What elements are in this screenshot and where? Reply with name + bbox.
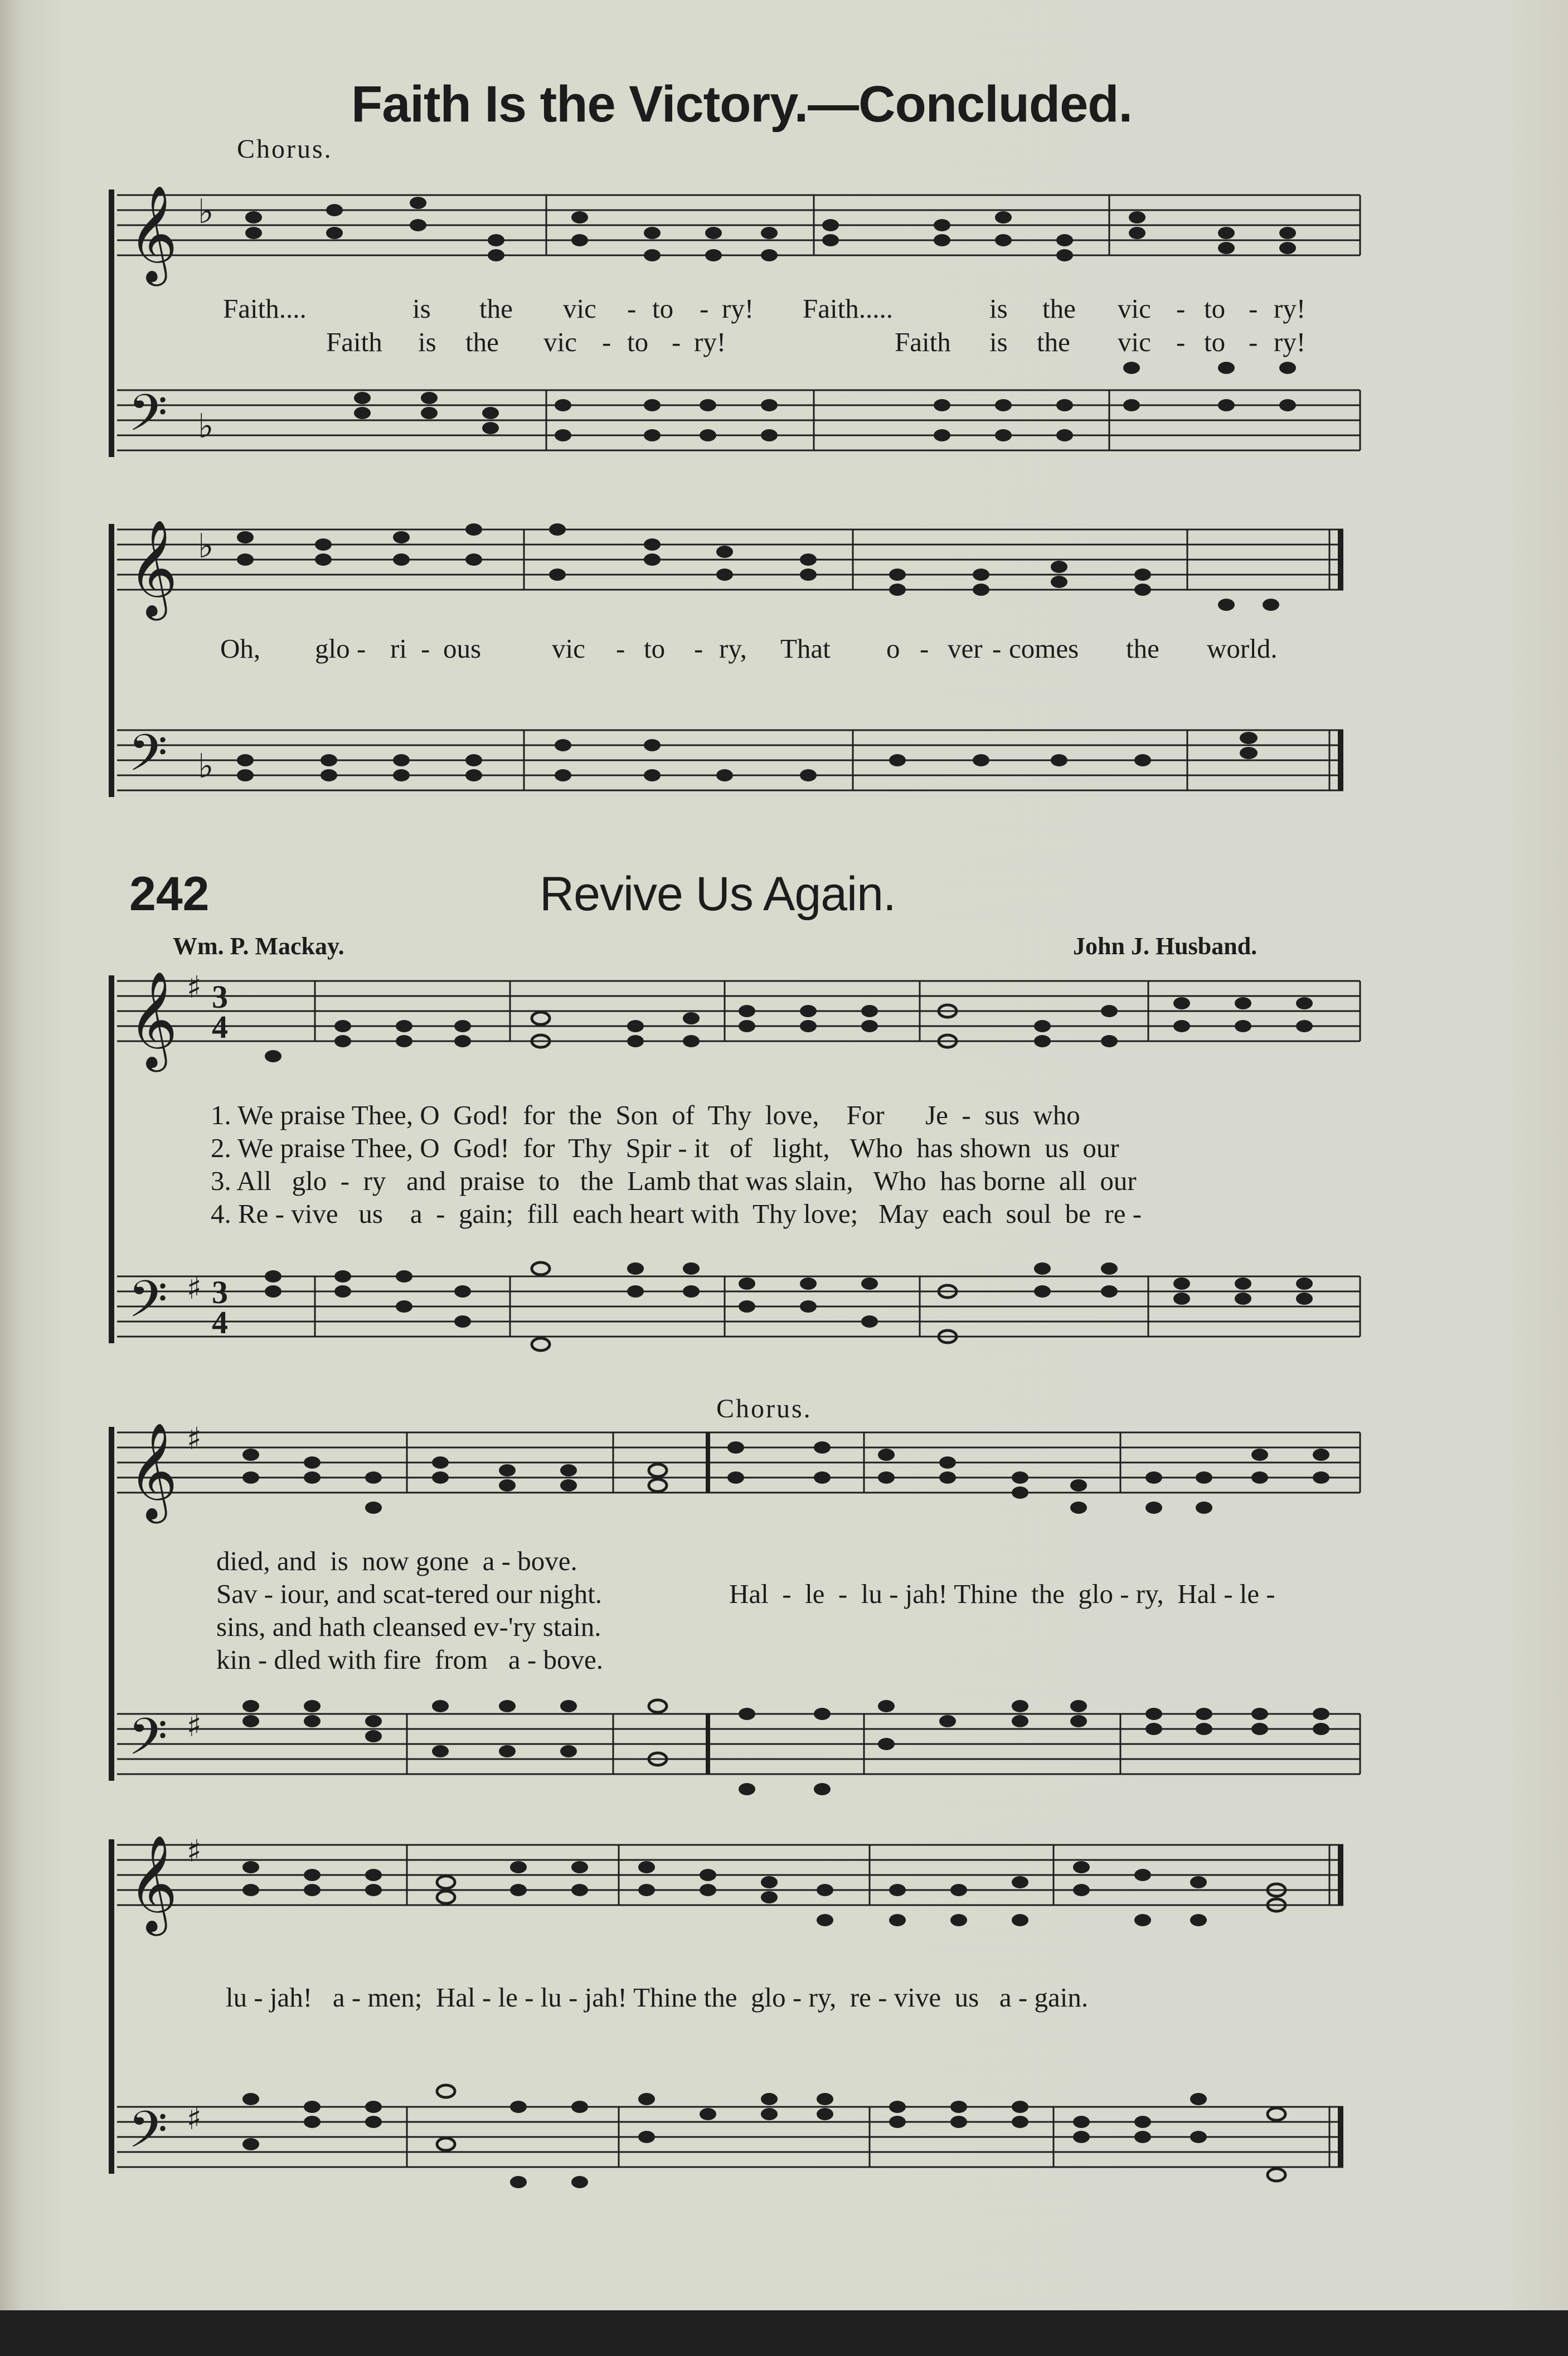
scan-bottom-edge bbox=[0, 2310, 1568, 2356]
hymnal-page: Faith Is the Victory.—Concluded. Chorus. 𝄞 𝄢 ♭ ♭ Faith.... is the vic - to - ry! Faith..... is the vic - to - ry! Faith is the vic - to - ry! Faith is the vic - to - ry! 𝄞 𝄢 ♭ ♭ Oh, glo - ri - ous vic - to - ry, That o - ver - comes the world. 242 Revive Us Again. Wm. P. Mackay. John J. Husband. 𝄞 𝄢 ♯ ♯ 3 4 3 4 1. We praise Thee, O God! for the Son of Thy love, For Je - sus who 2. We praise Thee, O God! for Thy Spir - it of light, Who has shown us our 3. All glo - ry and praise to the Lamb that was slain, Who has borne all our 4. Re - vive us a - gain; fill each heart with Thy love; May each soul be re - 𝄞 𝄢 ♯ ♯ Chorus. died, and is now gone a - bove. Sav - iour, and scat-tered our night. sins, and hath cleansed ev-'ry stain. kin - dled with fire from a - bove. Hal - le - lu - jah! Thine the glo - ry, Hal - le - 𝄞 𝄢 ♯ ♯ lu - jah! a - men; Hal - le - lu - jah! Thine the glo - ry, re - vive us a - gain. bbox=[0, 0, 1568, 2356]
svg-text:4: 4 bbox=[212, 1009, 228, 1045]
treble-clef-icon: 𝄞 bbox=[128, 1422, 178, 1519]
sharp-icon: ♯ bbox=[187, 2101, 202, 2136]
flat-icon: ♭ bbox=[198, 527, 214, 566]
flat-icon: ♭ bbox=[198, 407, 214, 446]
bass-clef-icon: 𝄢 bbox=[128, 1270, 168, 1341]
verse-3-part-2: sins, and hath cleansed ev-'ry stain. bbox=[216, 1611, 601, 1642]
flat-icon: ♭ bbox=[198, 747, 214, 786]
hymn-number: 242 bbox=[129, 867, 210, 921]
sharp-icon: ♯ bbox=[187, 1270, 202, 1306]
verse-1-part-1: 1. We praise Thee, O God! for the Son of Thy love, For Je - sus who bbox=[211, 1100, 1080, 1130]
sharp-icon: ♯ bbox=[187, 1833, 202, 1869]
verse-1-part-2: died, and is now gone a - bove. bbox=[216, 1546, 577, 1576]
svg-text:4: 4 bbox=[212, 1304, 228, 1340]
verse-2-part-1: 2. We praise Thee, O God! for Thy Spir - it of light, Who has shown us our bbox=[211, 1133, 1119, 1163]
sharp-icon: ♯ bbox=[187, 1421, 202, 1456]
bass-clef-icon: 𝄢 bbox=[128, 383, 168, 455]
bass-clef-icon: 𝄢 bbox=[128, 1707, 168, 1779]
verse-4-part-2: kin - dled with fire from a - bove. bbox=[216, 1644, 603, 1675]
bass-clef-icon: 𝄢 bbox=[128, 723, 168, 795]
composer-credit: John J. Husband. bbox=[1073, 932, 1258, 960]
hymn-title: Revive Us Again. bbox=[540, 867, 896, 921]
treble-clef-icon: 𝄞 bbox=[128, 971, 178, 1068]
chorus-label-2: Chorus. bbox=[716, 1394, 812, 1424]
bass-clef-icon: 𝄢 bbox=[128, 2100, 168, 2172]
svg-text:3: 3 bbox=[212, 1274, 228, 1310]
hymn-title-concluded: Faith Is the Victory.—Concluded. bbox=[351, 76, 1133, 133]
author-credit: Wm. P. Mackay. bbox=[173, 932, 344, 960]
sharp-icon: ♯ bbox=[187, 969, 202, 1005]
svg-text:3: 3 bbox=[212, 979, 228, 1015]
chorus-lyric-line-2: lu - jah! a - men; Hal - le - lu - jah! Thine the glo - ry, re - vive us a - gain. bbox=[226, 1982, 1089, 2013]
chorus-lyric-line-1: Hal - le - lu - jah! Thine the glo - ry, Hal - le - bbox=[729, 1578, 1275, 1609]
sharp-icon: ♯ bbox=[187, 1708, 202, 1743]
treble-clef-icon: 𝄞 bbox=[128, 1835, 178, 1932]
treble-clef-icon: 𝄞 bbox=[128, 519, 178, 616]
flat-icon: ♭ bbox=[198, 192, 214, 231]
verse-3-part-1: 3. All glo - ry and praise to the Lamb that was slain, Who has borne all our bbox=[211, 1165, 1137, 1196]
verse-4-part-1: 4. Re - vive us a - gain; fill each heart with Thy love; May each soul be re - bbox=[211, 1198, 1142, 1229]
verse-2-part-2: Sav - iour, and scat-tered our night. bbox=[216, 1578, 603, 1609]
treble-clef-icon: 𝄞 bbox=[128, 185, 178, 282]
chorus-label: Chorus. bbox=[237, 134, 333, 164]
